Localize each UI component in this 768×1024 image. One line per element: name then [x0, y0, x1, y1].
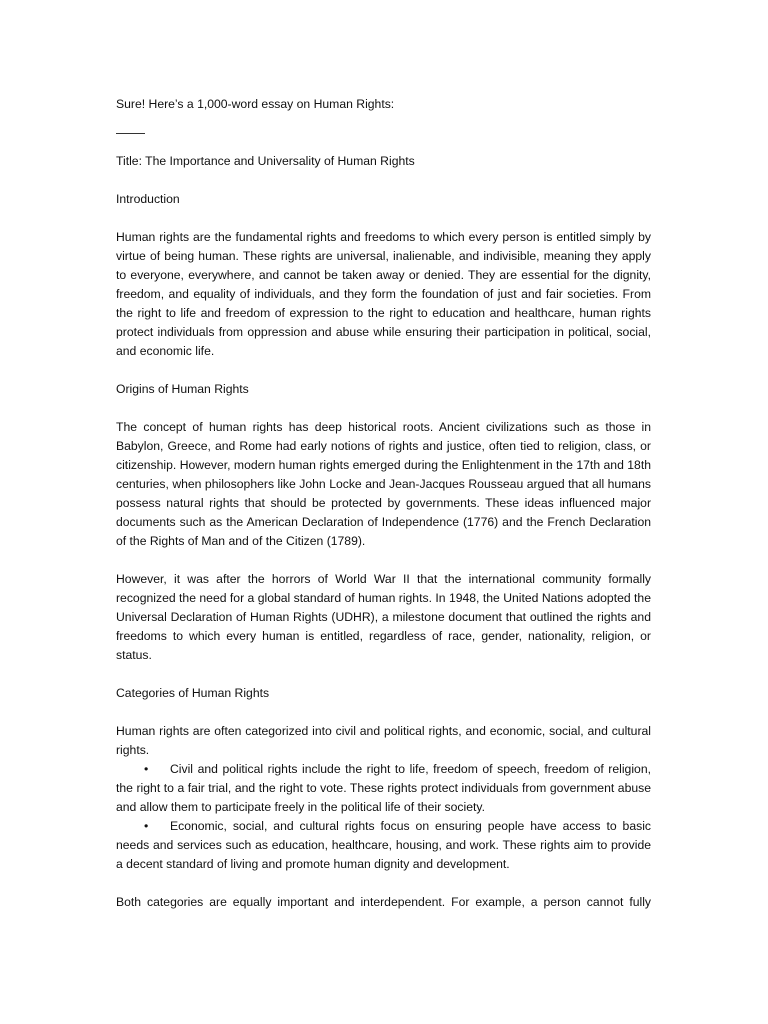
origins-heading: Origins of Human Rights — [116, 382, 249, 396]
document-page — [116, 95, 651, 931]
origins-paragraph-2: However, it was after the horrors of World War II that the international community formally recognized the need for a global standard of human rights. In 1948, the United Nations adopted the Universal Declaration of Human Rights (UDHR), a milestone document that outlined the rights and freedoms to which every human is entitled, regardless of race, gender, nationality, religion, or status. — [116, 572, 651, 662]
bullet-item-economic-social — [116, 817, 651, 874]
closing-paragraph: Both categories are equally important and interdependent. For example, a person cannot fully — [116, 895, 651, 909]
origins-paragraph-1: The concept of human rights has deep historical roots. Ancient civilizations such as those in Babylon, Greece, and Rome had early notions of rights and justice, often tied to religion, class, or citizenship. However, modern human rights emerged during the Enlightenment in the 17th and 18th centuries, when philosophers like John Locke and Jean-Jacques Rousseau argued that all humans possess natural rights that should be protected by governments. These ideas influenced major documents such as the American Declaration of Independence (1776) and the French Declaration of the Rights of Man and of the Citizen (1789). — [116, 420, 651, 548]
bullet-icon: • — [144, 762, 149, 776]
horizontal-rule — [116, 133, 145, 134]
introduction-paragraph: Human rights are the fundamental rights and freedoms to which every person is entitled simply by virtue of being human. These rights are universal, inalienable, and indivisible, meaning they apply to everyone, everywhere, and cannot be taken away or denied. They are essential for the dignity, freedom, and equality of individuals, and they form the foundation of just and fair societies. From the right to life and freedom of expression to the right to education and healthcare, human rights protect individuals from oppression and abuse while ensuring their participation in political, social, and economic life. — [116, 230, 651, 358]
intro-line: Sure! Here’s a 1,000-word essay on Human Rights: — [116, 97, 395, 111]
bullet-icon: • — [144, 819, 149, 833]
bullet-item-civil-political — [116, 760, 651, 817]
introduction-heading: Introduction — [116, 192, 180, 206]
categories-heading: Categories of Human Rights — [116, 686, 270, 700]
bullet-text: Civil and political rights include the right to life, freedom of speech, freedom of religion, the right to a fair trial, and the right to vote. These rights protect individuals from government abuse and allow them to participate freely in the political life of their society. — [116, 762, 651, 814]
categories-paragraph: Human rights are often categorized into civil and political rights, and economic, social, and cultural rights. — [116, 724, 651, 757]
bullet-text: Economic, social, and cultural rights focus on ensuring people have access to basic needs and services such as education, healthcare, housing, and work. These rights aim to provide a decent standard of living and promote human dignity and development. — [116, 819, 651, 871]
essay-title: Title: The Importance and Universality of Human Rights — [116, 154, 415, 168]
